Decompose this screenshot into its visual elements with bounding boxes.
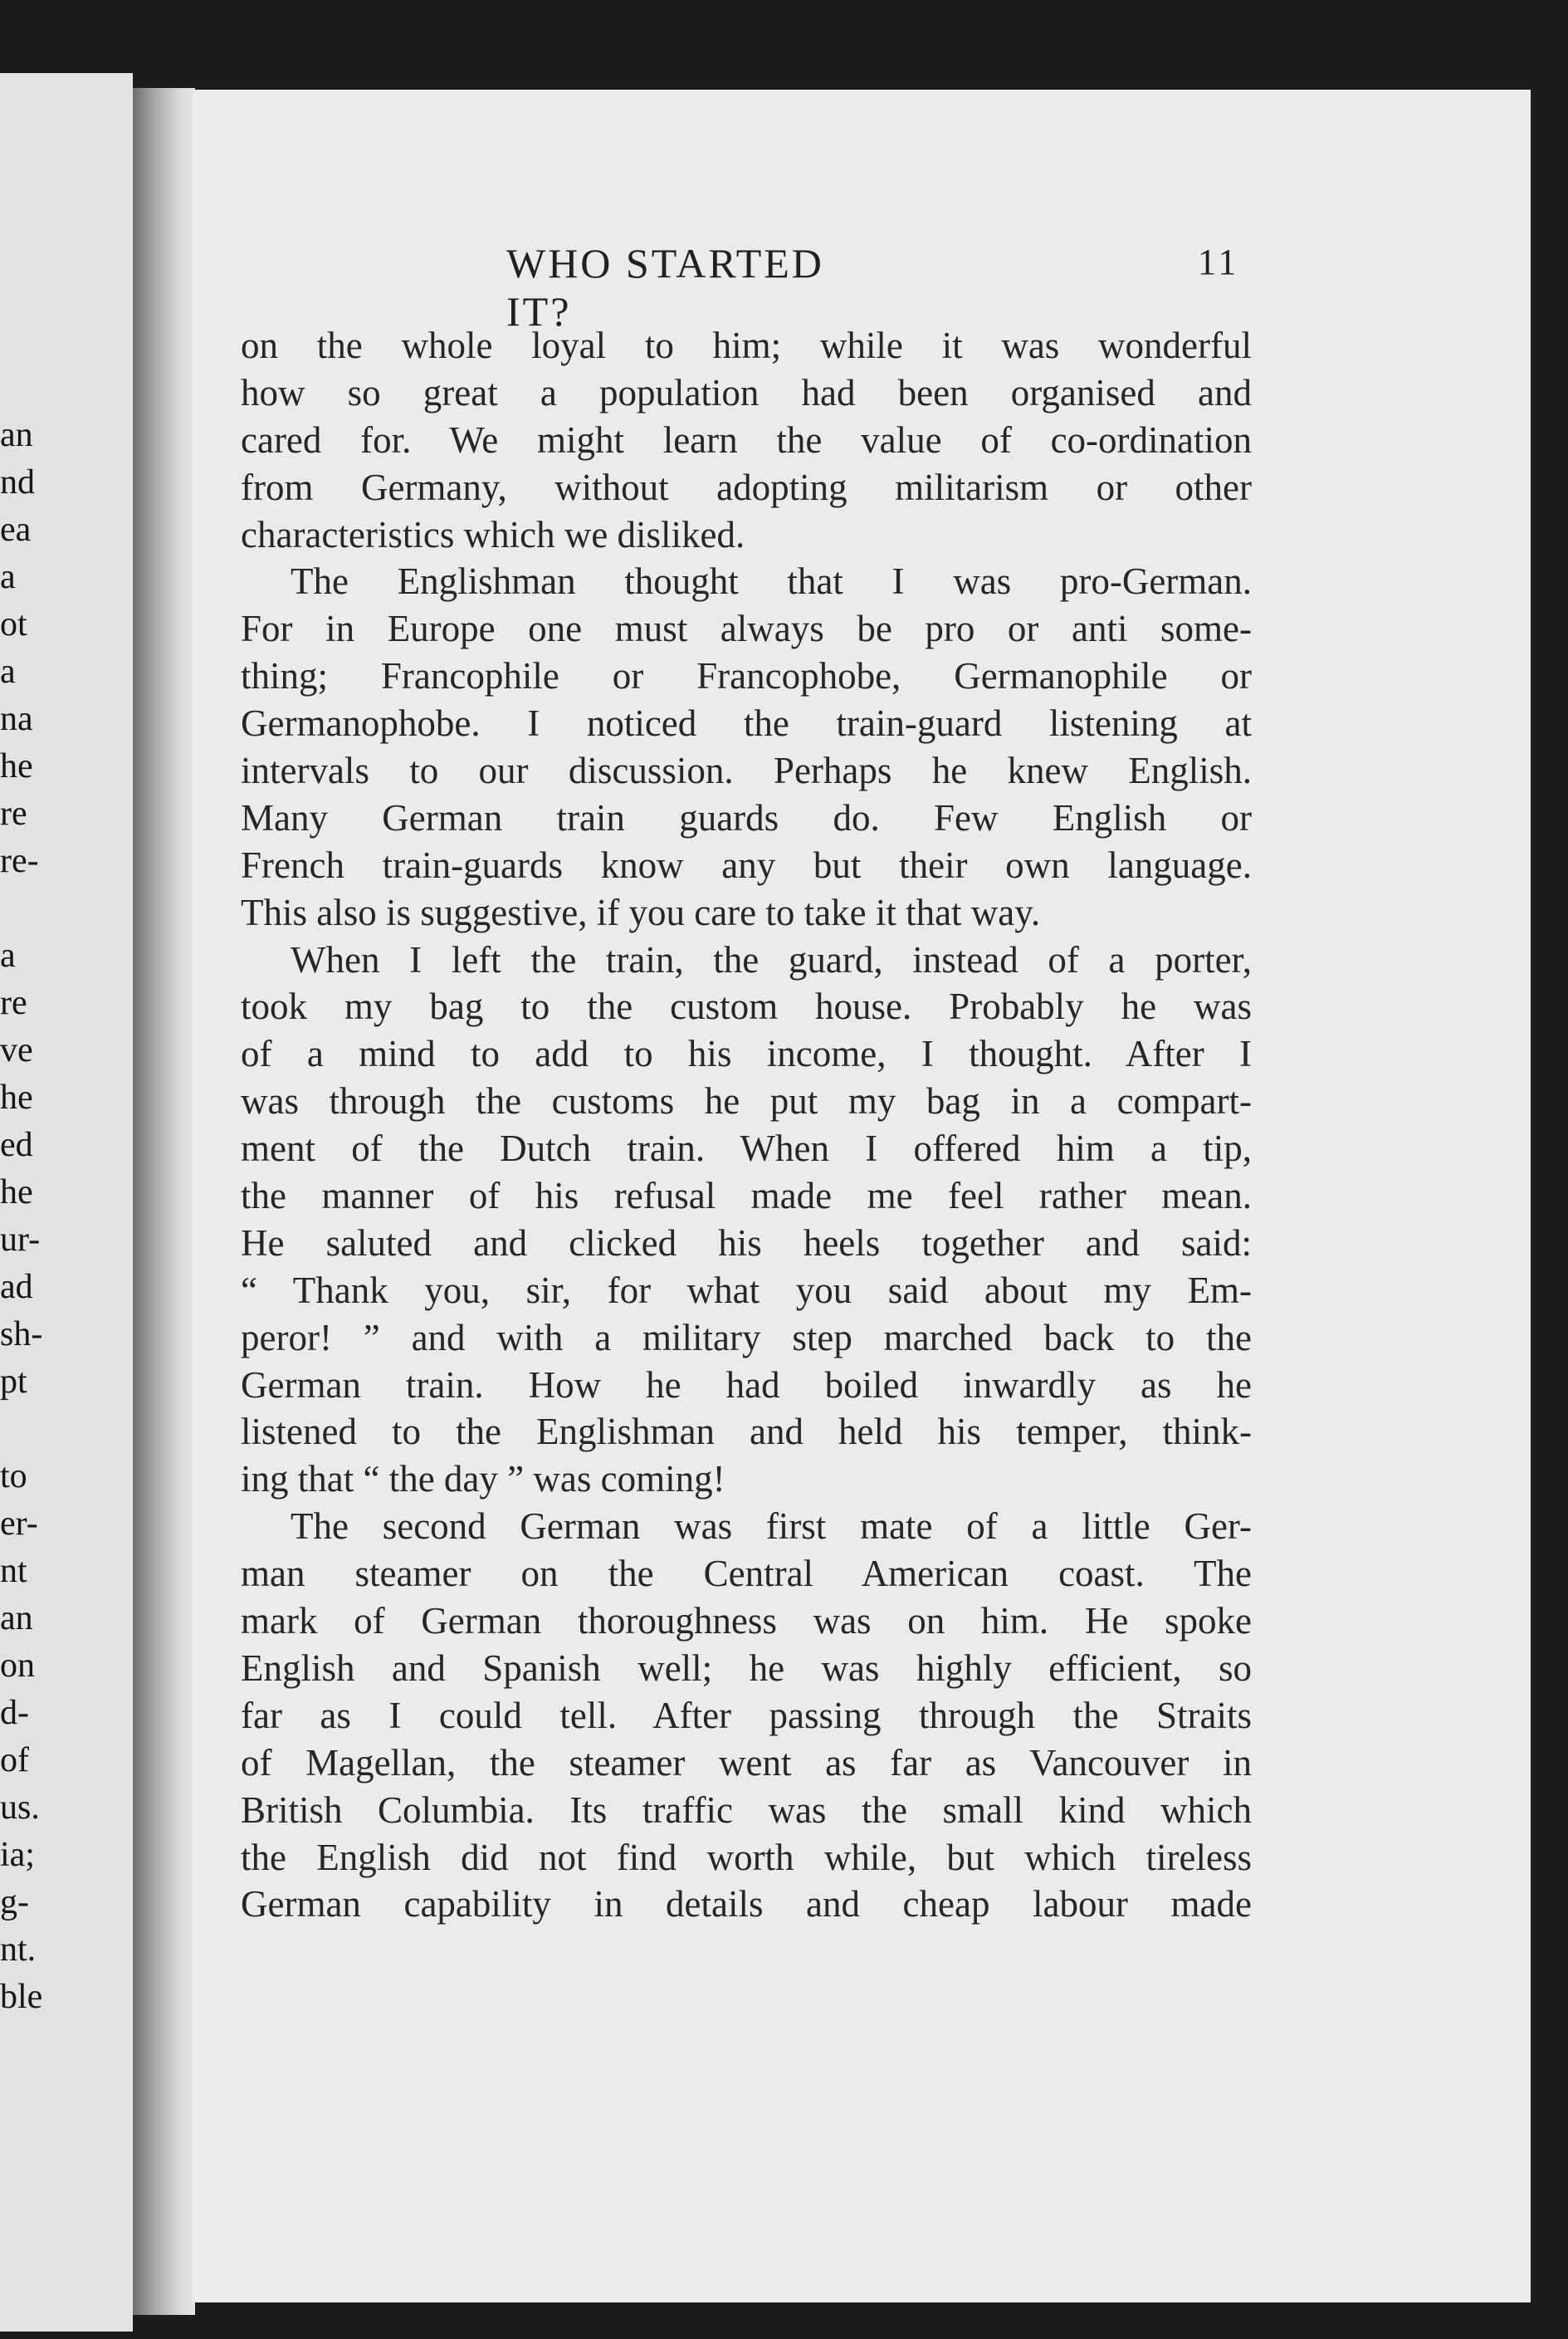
page-number: 11 bbox=[1198, 242, 1240, 282]
text-line: British Columbia. Its traffic was the small kind which bbox=[241, 1789, 1252, 1831]
left-fragment: ad bbox=[0, 1268, 33, 1306]
left-fragment: pt bbox=[0, 1363, 27, 1401]
left-fragment bbox=[0, 885, 50, 932]
text-line: For in Europe one must always be pro or anti some- bbox=[241, 608, 1252, 650]
text-line: German train. How he had boiled inwardly as he bbox=[241, 1363, 1252, 1406]
left-page bbox=[0, 73, 133, 2332]
text-line: ing that “ the day ” was coming! bbox=[241, 1458, 725, 1500]
text-line: This also is suggestive, if you care to take it that way. bbox=[241, 891, 1041, 933]
text-line: characteristics which we disliked. bbox=[241, 513, 745, 555]
left-page-text bbox=[0, 412, 50, 2021]
left-fragment: nt. bbox=[0, 1930, 37, 1969]
left-fragment: a bbox=[0, 937, 16, 975]
text-line: was through the customs he put my bag in a compart- bbox=[241, 1080, 1252, 1123]
text-line: the manner of his refusal made me feel rather mean. bbox=[241, 1175, 1252, 1217]
left-fragment: a bbox=[0, 653, 16, 691]
text-line: of a mind to add to his income, I thought. After I bbox=[241, 1033, 1252, 1075]
left-fragment bbox=[0, 1406, 50, 1453]
text-line: how so great a population had been organised and bbox=[241, 371, 1252, 413]
left-fragment: g- bbox=[0, 1883, 29, 1921]
text-line: French train-guards know any but their own language. bbox=[241, 844, 1252, 886]
left-fragment: sh- bbox=[0, 1315, 43, 1353]
left-fragment: nd bbox=[0, 463, 35, 502]
text-line: Many German train guards do. Few English or bbox=[241, 796, 1252, 839]
left-fragment: d- bbox=[0, 1694, 29, 1732]
left-fragment: an bbox=[0, 1599, 33, 1637]
left-fragment: er- bbox=[0, 1505, 38, 1543]
left-fragment: he bbox=[0, 747, 33, 785]
left-fragment: a bbox=[0, 558, 16, 596]
left-fragment: ia; bbox=[0, 1836, 35, 1874]
running-head: WHO STARTED IT? bbox=[506, 240, 824, 335]
text-line: The Englishman thought that I was pro-German. bbox=[291, 560, 1252, 603]
text-line: took my bag to the custom house. Probably he was bbox=[241, 986, 1252, 1028]
left-fragment: ur- bbox=[0, 1221, 41, 1259]
text-line: intervals to our discussion. Perhaps he knew English. bbox=[241, 750, 1252, 792]
text-line: When I left the train, the guard, instead of a porter, bbox=[291, 938, 1252, 981]
text-line: cared for. We might learn the value of co-ordination bbox=[241, 418, 1252, 461]
text-line: “ Thank you, sir, for what you said about my Em- bbox=[241, 1269, 1252, 1311]
left-fragment: on bbox=[0, 1647, 35, 1685]
text-line: thing; Francophile or Francophobe, Germanophile or bbox=[241, 655, 1252, 697]
left-fragment: ve bbox=[0, 1031, 33, 1069]
text-line: listened to the Englishman and held his temper, think- bbox=[241, 1411, 1252, 1453]
left-fragment: re bbox=[0, 795, 27, 833]
left-fragment: of bbox=[0, 1741, 29, 1779]
text-line: peror! ” and with a military step marched back to the bbox=[241, 1316, 1252, 1358]
left-fragment: nt bbox=[0, 1552, 27, 1590]
text-line: on the whole loyal to him; while it was wonderful bbox=[241, 325, 1252, 366]
book-gutter-shadow bbox=[133, 88, 195, 2315]
text-line: from Germany, without adopting militarism or other bbox=[241, 466, 1252, 508]
text-line: Germanophobe. I noticed the train-guard listening at bbox=[241, 702, 1252, 745]
left-fragment: he bbox=[0, 1173, 33, 1211]
left-fragment: ble bbox=[0, 1978, 43, 2016]
text-line: mark of German thoroughness was on him. He spoke bbox=[241, 1600, 1252, 1642]
left-fragment: na bbox=[0, 700, 33, 738]
text-line: ment of the Dutch train. When I offered him a tip, bbox=[241, 1128, 1252, 1170]
left-fragment: re bbox=[0, 984, 27, 1022]
left-fragment: us. bbox=[0, 1789, 40, 1827]
text-line: English and Spanish well; he was highly efficient, so bbox=[241, 1647, 1252, 1689]
body-text bbox=[241, 322, 1252, 1928]
text-line: man steamer on the Central American coast. The bbox=[241, 1553, 1252, 1595]
left-fragment: ed bbox=[0, 1126, 33, 1164]
left-fragment: ea bbox=[0, 511, 32, 549]
text-line: the English did not find worth while, but which tireless bbox=[241, 1836, 1252, 1878]
text-line: far as I could tell. After passing through the Straits bbox=[241, 1694, 1252, 1736]
text-line: German capability in details and cheap labour made bbox=[241, 1883, 1252, 1926]
left-fragment: an bbox=[0, 416, 33, 454]
left-fragment: ot bbox=[0, 605, 27, 643]
text-line: He saluted and clicked his heels together and said: bbox=[241, 1221, 1252, 1264]
text-line: of Magellan, the steamer went as far as Vancouver in bbox=[241, 1741, 1252, 1784]
left-fragment: re- bbox=[0, 842, 39, 880]
text-line: The second German was first mate of a little Ger- bbox=[291, 1505, 1252, 1548]
left-fragment: to bbox=[0, 1457, 27, 1495]
left-fragment: he bbox=[0, 1079, 33, 1117]
